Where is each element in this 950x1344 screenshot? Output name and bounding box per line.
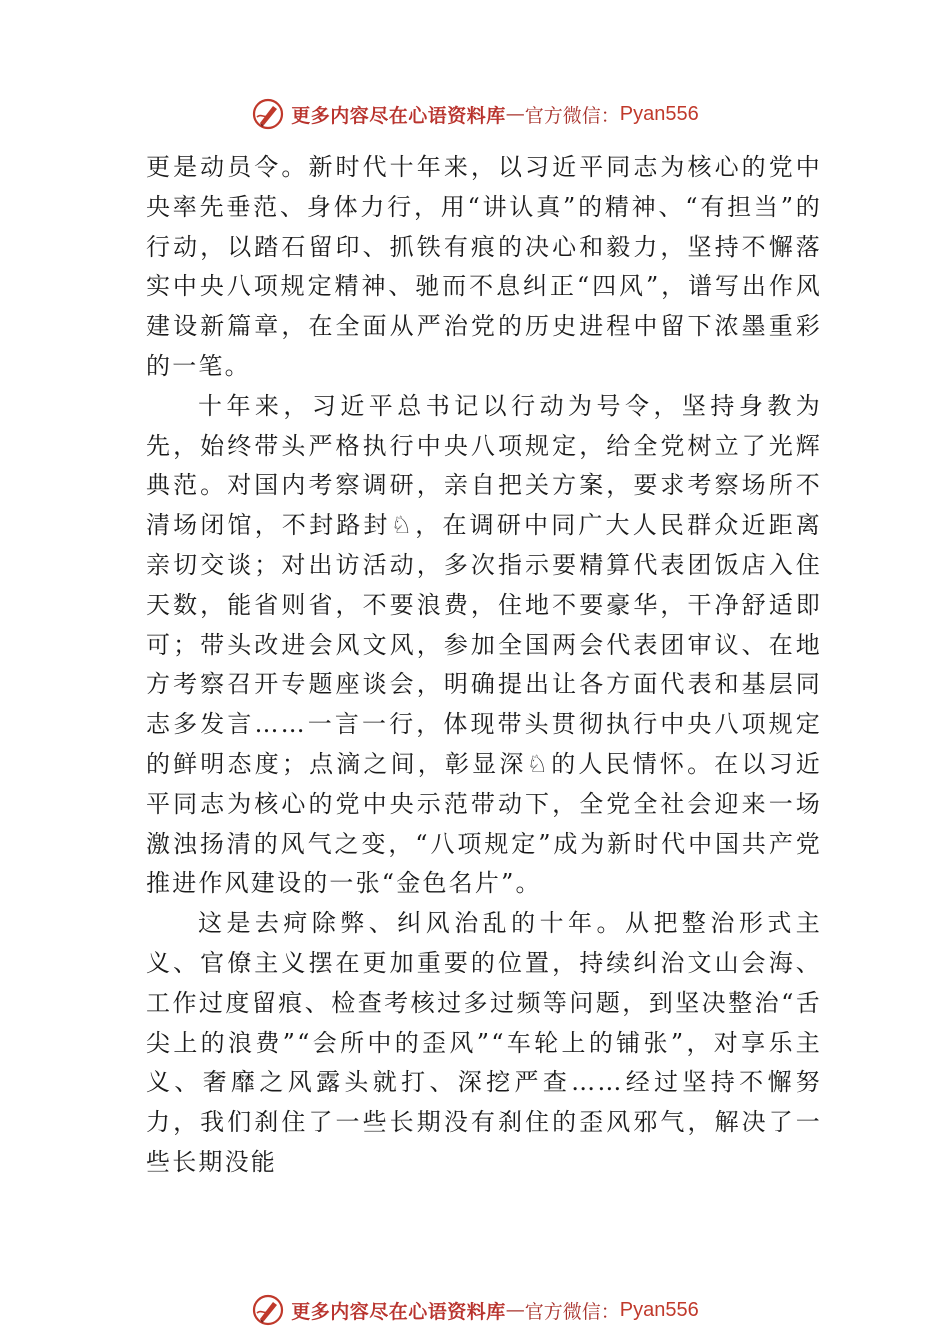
paragraph-1: 更是动员令。新时代十年来，以习近平同志为核心的党中央率先垂范、身体力行，用“讲认真”的精神、“有担当”的行动，以踏石留印、抓铁有痕的决心和毅力，坚持不懈落实中央八项规定精神、驰而不息纠正“四风”，谱写出作风建设新篇章，在全面从严治党的历史进程中留下浓墨重彩的一笔。 — [146, 153, 822, 380]
paragraph-2: 十年来，习近平总书记以行动为号令，坚持身教为先，始终带头严格执行中央八项规定，给全党树立了光辉典范。对国内考察调研，亲自把关方案，要求考察场所不清场闭馆，不封路封♘，在调研中同广大人民群众近距离亲切交谈；对出访活动，多次指示要精算代表团饭店入住天数，能省则省，不要浪费，住地不要豪华，干净舒适即可；带头改进会风文风，参加全国两会代表团审议、在地方考察召开专题座谈会，明确提出让各方面代表和基层同志多发言……一言一行，体现带头贯彻执行中央八项规定的鲜明态度；点滴之间，彰显深♘的人民情怀。在以习近平同志为核心的党中央示范带动下，全党全社会迎来一场激浊扬清的风气之变，“八项规定”成为新时代中国共产党推进作风建设的一张“金色名片”。 — [146, 391, 822, 898]
footer-title: 更多内容尽在心语资料库 — [291, 1300, 506, 1323]
header-banner — [0, 94, 950, 134]
footer-subtitle: 官方微信： — [524, 1300, 620, 1323]
header-wechat-id: Pyan556 — [619, 102, 699, 125]
paragraph-3: 这是去疴除弊、纠风治乱的十年。从把整治形式主义、官僚主义摆在更加重要的位置，持续纠治文山会海、工作过度留痕、检查考核过多过频等问题，到坚决整治“舌尖上的浪费”“会所中的歪风”“车轮上的铺张”，对享乐主义、奢靡之风露头就打、深挖严查……经过坚持不懈努力，我们刹住了一些长期没有刹住的歪风邪气，解决了一些长期没能 — [146, 909, 822, 1176]
pen-logo-icon — [251, 97, 285, 131]
header-dash: — — [505, 103, 525, 125]
footer-banner — [0, 1290, 950, 1330]
footer-dash: — — [505, 1299, 525, 1321]
header-subtitle: 官方微信： — [524, 104, 620, 127]
pen-logo-icon — [251, 1293, 285, 1327]
footer-wechat-id: Pyan556 — [619, 1298, 699, 1321]
header-title: 更多内容尽在心语资料库 — [291, 104, 506, 127]
document-body — [146, 148, 822, 1183]
